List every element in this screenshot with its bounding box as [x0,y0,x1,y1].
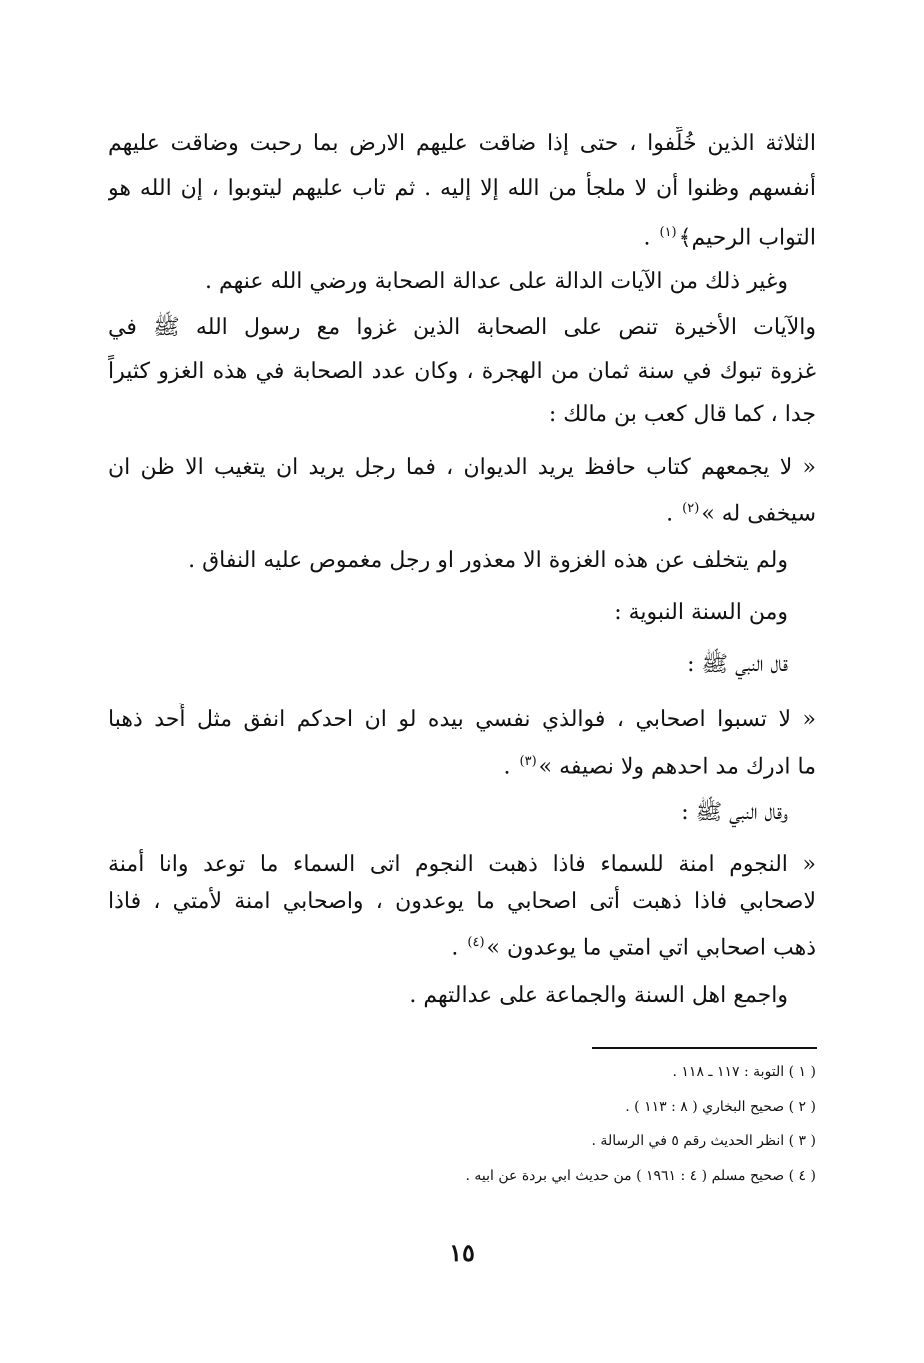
sentence-end: . [666,501,674,527]
quote-1-text: سيخفى له » [701,501,816,527]
paragraph-1-line-2: أنفسهم وظنوا أن لا ملجأ من الله إلا إليه . ثم تاب عليهم ليتوبوا ، إن الله هو [108,176,816,201]
footnote-ref-3: (٣) [519,754,537,769]
paragraph-9: وقال النبي ﷺ : [681,800,788,825]
paragraph-6: ومن السنة النبوية : [614,600,788,625]
paragraph-7: قال النبي ﷺ : [687,652,788,677]
sentence-end: . [503,754,511,780]
hadith-2-text: ذهب اصحابي اتي امتي ما يوعدون » [486,935,816,961]
paragraph-3-line-3: جدا ، كما قال كعب بن مالك : [548,402,816,427]
paragraph-3-line-1: والآيات الأخيرة تنص على الصحابة الذين غزوا مع رسول الله ﷺ في [108,315,816,340]
paragraph-11: واجمع اهل السنة والجماعة على عدالتهم . [409,983,788,1008]
paragraph-1-line-3 [108,216,816,255]
footnote-ref-2: (٢) [682,501,700,516]
page-number: ١٥ [449,1238,475,1267]
sentence-end: . [643,225,651,251]
footnote-1: ( ١ ) التوبة : ١١٧ ـ ١١٨ . [672,1064,816,1080]
hadith-2-line-2: لاصحابي فاذا ذهبت أتى اصحابي ما يوعدون ، واصحابي امنة لأمتي ، فاذا [108,889,816,914]
hadith-2-line-3 [108,926,816,965]
sentence-end: . [451,935,459,961]
paragraph-1-line-1: الثلاثة الذين خُلِّفوا ، حتى إذا ضاقت عليهم الارض بما رحبت وضاقت عليهم [108,131,816,156]
footnote-2: ( ٢ ) صحيح البخاري ( ٨ : ١١٣ ) . [625,1099,816,1115]
hadith-2-line-1: « النجوم امنة للسماء فاذا ذهبت النجوم اتى السماء ما توعد وانا أمنة [108,852,816,877]
footnote-4: ( ٤ ) صحيح مسلم ( ٤ : ١٩٦١ ) من حديث ابي بردة عن ابيه . [465,1168,816,1184]
quote-1-line-2 [108,492,816,531]
paragraph-2: وغير ذلك من الآيات الدالة على عدالة الصحابة ورضي الله عنهم . [204,269,788,294]
footnote-3: ( ٣ ) انظر الحديث رقم ٥ في الرسالة . [591,1133,816,1149]
quote-1-line-1: « لا يجمعهم كتاب حافظ يريد الديوان ، فما رجل يريد ان يتغيب الا ظن ان [108,455,816,480]
footnote-ref-4: (٤) [467,935,485,950]
footnote-ref-1: (١) [659,225,677,240]
paragraph-5: ولم يتخلف عن هذه الغزوة الا معذور او رجل مغموص عليه النفاق . [188,548,788,573]
quran-verse-end: التواب الرحيم﴾ [678,225,816,251]
hadith-1-line-1: « لا تسبوا اصحابي ، فوالذي نفسي بيده لو ان احدكم انفق مثل أُحد ذهبا [108,707,816,732]
footnote-separator [592,1047,817,1049]
hadith-1-line-2 [108,745,816,784]
paragraph-3-line-2: غزوة تبوك في سنة ثمان من الهجرة ، وكان عدد الصحابة في هذه الغزو كثيراً [108,359,816,384]
hadith-1-text: ما ادرك مد احدهم ولا نصيفه » [538,754,816,780]
